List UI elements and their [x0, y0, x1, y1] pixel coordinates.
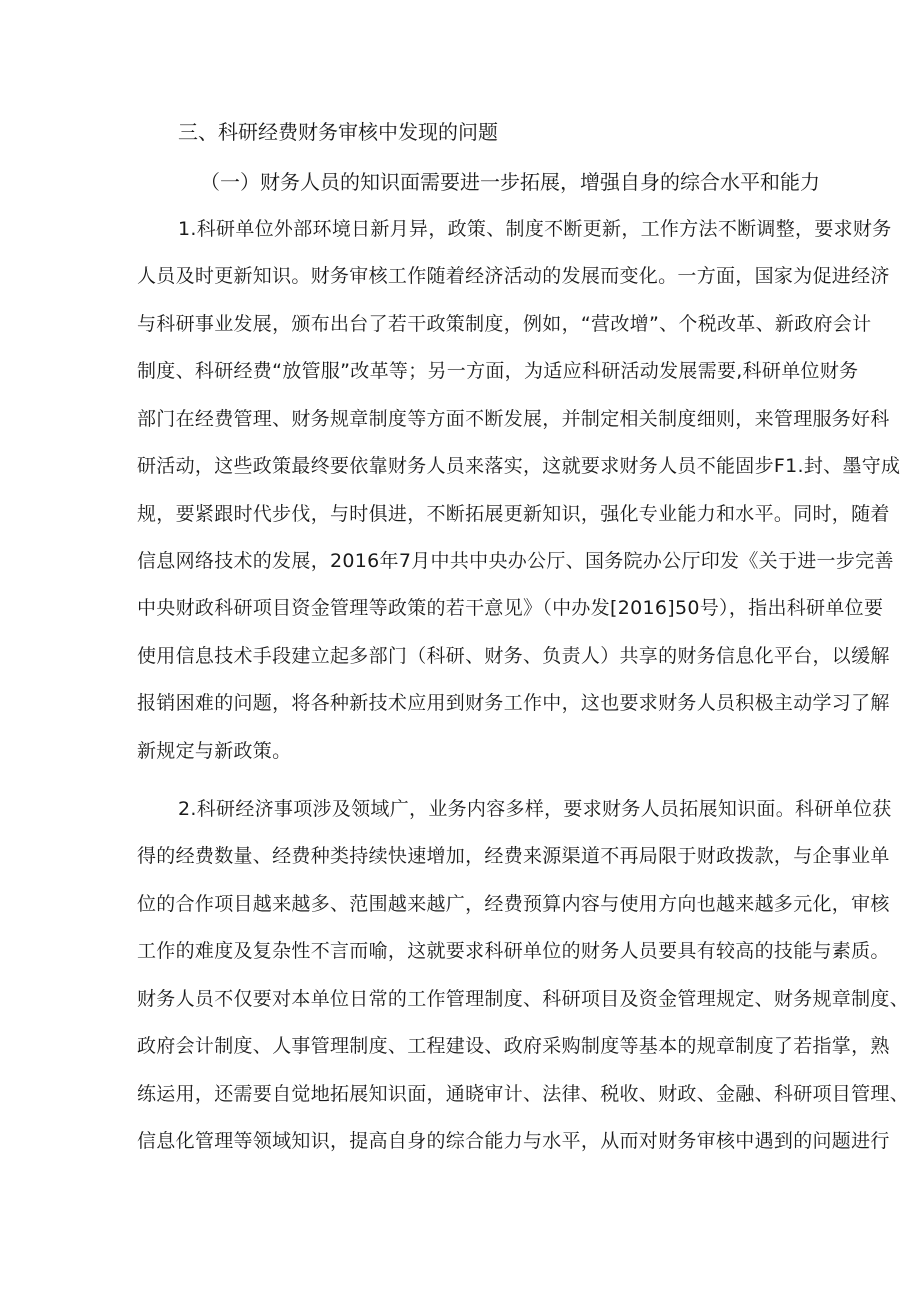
paragraph1-line: 1.科研单位外部环境日新月异，政策、制度不断更新，工作方法不断调整，要求财务 — [178, 218, 892, 240]
paragraph1-line: 研活动，这些政策最终要依靠财务人员来落实，这就要求财务人员不能固步F1.封、墨守成 — [137, 455, 901, 477]
paragraph1-line: 中央财政科研项目资金管理等政策的若干意见》（中办发[2016]50号），指出科研单位要 — [137, 597, 884, 619]
paragraph1-line: 制度、科研经费“放管服”改革等；另一方面，为适应科研活动发展需要,科研单位财务 — [137, 360, 859, 382]
paragraph1-line: 报销困难的问题，将各种新技术应用到财务工作中，这也要求财务人员积极主动学习了解 — [137, 692, 890, 714]
paragraph1-line: 部门在经费管理、财务规章制度等方面不断发展，并制定相关制度细则，来管理服务好科 — [137, 408, 890, 430]
paragraph1-line: 规，要紧跟时代步伐，与时俱进，不断拓展更新知识，强化专业能力和水平。同时，随着 — [137, 503, 890, 525]
paragraph1-line: 信息网络技术的发展，2016年7月中共中央办公厅、国务院办公厅印发《关于进一步完善 — [137, 550, 894, 572]
paragraph1-line: 与科研事业发展，颁布出台了若干政策制度，例如，“营改增”、个税改革、新政府会计 — [137, 313, 872, 335]
paragraph1-line: 人员及时更新知识。财务审核工作随着经济活动的发展而变化。一方面，国家为促进经济 — [137, 265, 890, 287]
paragraph2-line: 信息化管理等领域知识，提高自身的综合能力与水平，从而对财务审核中遇到的问题进行 — [137, 1130, 890, 1152]
paragraph1-line: 使用信息技术手段建立起多部门（科研、财务、负责人）共享的财务信息化平台，以缓解 — [137, 645, 890, 667]
paragraph2-line: 2.科研经济事项涉及领域广，业务内容多样，要求财务人员拓展知识面。科研单位获 — [178, 798, 892, 820]
paragraph2-line: 工作的难度及复杂性不言而喻，这就要求科研单位的财务人员要具有较高的技能与素质。 — [137, 940, 890, 962]
paragraph2-line: 位的合作项目越来越多、范围越来越广，经费预算内容与使用方向也越来越多元化，审核 — [137, 893, 890, 915]
section-heading: 三、科研经费财务审核中发现的问题 — [178, 120, 498, 144]
paragraph2-line: 练运用，还需要自觉地拓展知识面，通晓审计、法律、税收、财政、金融、科研项目管理、 — [137, 1083, 910, 1105]
paragraph2-line: 财务人员不仅要对本单位日常的工作管理制度、科研项目及资金管理规定、财务规章制度、 — [137, 988, 910, 1010]
subsection-heading: （一）财务人员的知识面需要进一步拓展，增强自身的综合水平和能力 — [200, 170, 820, 194]
paragraph1-line: 新规定与新政策。 — [137, 740, 292, 762]
paragraph2-line: 得的经费数量、经费种类持续快速增加，经费来源渠道不再局限于财政拨款，与企事业单 — [137, 845, 890, 867]
paragraph2-line: 政府会计制度、人事管理制度、工程建设、政府采购制度等基本的规章制度了若指掌，熟 — [137, 1035, 890, 1057]
